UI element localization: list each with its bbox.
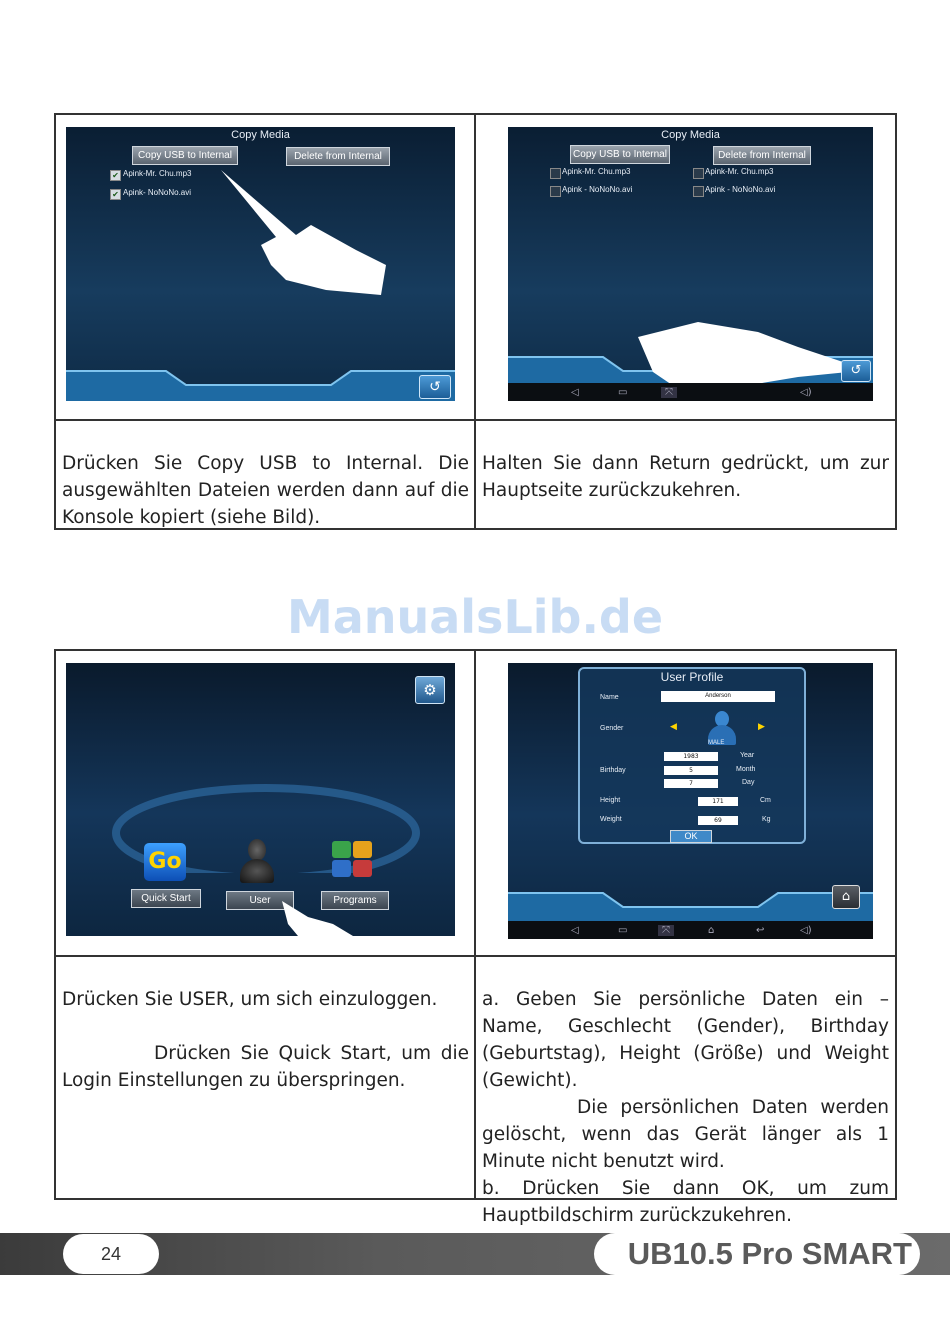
instruction-user: Drücken Sie USER, um sich einzuloggen. <box>62 989 438 1010</box>
programs-button[interactable]: Programs <box>321 891 389 910</box>
pointing-hand-icon <box>278 899 358 936</box>
file-item: Apink-Mr. Chu.mp3 <box>123 169 192 178</box>
name-field[interactable]: Anderson <box>661 691 775 702</box>
gender-value: MALE <box>708 740 725 746</box>
file-item: Apink - NoNoNo.avi <box>705 185 776 194</box>
height-label: Height <box>600 797 621 804</box>
height-field[interactable]: 171 <box>698 797 738 806</box>
month-field[interactable]: 5 <box>664 766 718 775</box>
file-item: Apink - NoNoNo.avi <box>562 185 633 194</box>
gender-label: Gender <box>600 725 624 732</box>
home-nav-icon[interactable]: ⌂ <box>708 925 715 936</box>
screenshot-copy-media-left <box>66 127 455 401</box>
instruction-profile-a2: Die persönlichen Daten werden gelöscht, wenn das Gerät länger als 1 Minute nicht benutzt wird. <box>482 1097 889 1172</box>
watermark: ManualsLib.de <box>286 590 664 644</box>
year-field[interactable]: 1983 <box>664 752 718 761</box>
checkbox-icon[interactable] <box>550 168 561 179</box>
day-label: Day <box>742 779 755 786</box>
checkbox-icon[interactable] <box>550 186 561 197</box>
instruction-profile-a: a. Geben Sie persönliche Daten ein – Name, Geschlecht (Gender), Birthday (Geburtstag), Height (Größe) und Weight (Gewicht). <box>482 989 889 1091</box>
back-icon[interactable]: ↩ <box>756 925 765 936</box>
recent-apps-icon[interactable]: ▭ <box>618 387 628 398</box>
checkbox-icon[interactable]: ✔ <box>110 189 121 200</box>
checkbox-icon[interactable]: ✔ <box>110 170 121 181</box>
file-item: Apink- NoNoNo.avi <box>123 188 192 197</box>
height-unit: Cm <box>760 797 771 804</box>
volume-down-icon[interactable]: ◁ <box>571 387 579 398</box>
year-label: Year <box>740 752 755 759</box>
gender-prev-icon[interactable]: ◀ <box>670 722 677 732</box>
birthday-label: Birthday <box>600 767 626 774</box>
instruction-quick-start: Drücken Sie Quick Start, um die Login Einstellungen zu überspringen. <box>62 1043 469 1091</box>
volume-up-icon[interactable]: ◁) <box>800 387 812 398</box>
fullscreen-icon[interactable]: ⤧ <box>661 387 677 398</box>
home-icon[interactable]: ⌂ <box>832 885 860 909</box>
weight-unit: Kg <box>762 816 771 823</box>
checkbox-icon[interactable] <box>693 168 704 179</box>
quick-start-button[interactable]: Quick Start <box>131 889 201 908</box>
instruction-return: Halten Sie dann Return gedrückt, um zur Hauptseite zurückzukehren. <box>482 453 889 501</box>
day-field[interactable]: 7 <box>664 779 718 788</box>
name-label: Name <box>600 694 619 701</box>
delete-internal-button[interactable]: Delete from Internal <box>713 146 811 165</box>
instruction-profile-b: b. Drücken Sie dann OK, um zum Hauptbildschirm zurückzukehren. <box>482 1178 889 1226</box>
profile-title: User Profile <box>660 670 724 684</box>
programs-icon[interactable] <box>332 841 374 879</box>
screenshot-copy-media-right <box>508 127 873 401</box>
go-icon[interactable]: Go <box>144 843 186 881</box>
volume-up-icon[interactable]: ◁) <box>800 925 812 936</box>
file-item: Apink-Mr. Chu.mp3 <box>562 167 631 176</box>
bottom-wave-decoration <box>508 885 873 921</box>
table-2-hdivider <box>54 955 897 957</box>
ok-button[interactable]: OK <box>670 830 712 843</box>
fullscreen-icon[interactable]: ⤧ <box>658 925 674 936</box>
screen-title: Copy Media <box>231 129 290 141</box>
table-2-vdivider <box>474 649 476 1200</box>
product-name: UB10.5 Pro SMART <box>627 1236 912 1271</box>
return-icon[interactable]: ↺ <box>419 375 451 399</box>
pointing-hand-icon <box>216 165 406 305</box>
delete-internal-button[interactable]: Delete from Internal <box>286 147 390 166</box>
gender-next-icon[interactable]: ▶ <box>758 722 765 732</box>
android-nav-bar <box>508 383 873 401</box>
bottom-wave-decoration <box>66 363 455 401</box>
page-number: 24 <box>100 1244 122 1264</box>
volume-down-icon[interactable]: ◁ <box>571 925 579 936</box>
user-button[interactable]: User <box>226 891 294 910</box>
instruction-copy-usb: Drücken Sie Copy USB to Internal. Die ausgewählten Dateien werden dann auf die Konsole kopiert (siehe Bild). <box>62 453 469 528</box>
android-nav-bar <box>508 921 873 939</box>
screenshot-user-profile <box>508 663 873 939</box>
return-icon[interactable]: ↺ <box>841 360 871 382</box>
recent-apps-icon[interactable]: ▭ <box>618 925 628 936</box>
weight-label: Weight <box>600 816 622 823</box>
screen-title: Copy Media <box>661 129 720 141</box>
user-avatar-icon[interactable] <box>240 839 274 883</box>
weight-field[interactable]: 69 <box>698 816 738 825</box>
copy-usb-button[interactable]: Copy USB to Internal <box>132 146 238 165</box>
table-1-hdivider <box>54 419 897 421</box>
month-label: Month <box>736 766 756 773</box>
settings-icon[interactable]: ⚙ <box>415 676 445 704</box>
copy-usb-button[interactable]: Copy USB to Internal <box>570 145 670 164</box>
table-1-vdivider <box>474 113 476 530</box>
screenshot-login <box>66 663 455 936</box>
file-item: Apink-Mr. Chu.mp3 <box>705 167 774 176</box>
checkbox-icon[interactable] <box>693 186 704 197</box>
instruction-profile <box>482 986 889 1229</box>
